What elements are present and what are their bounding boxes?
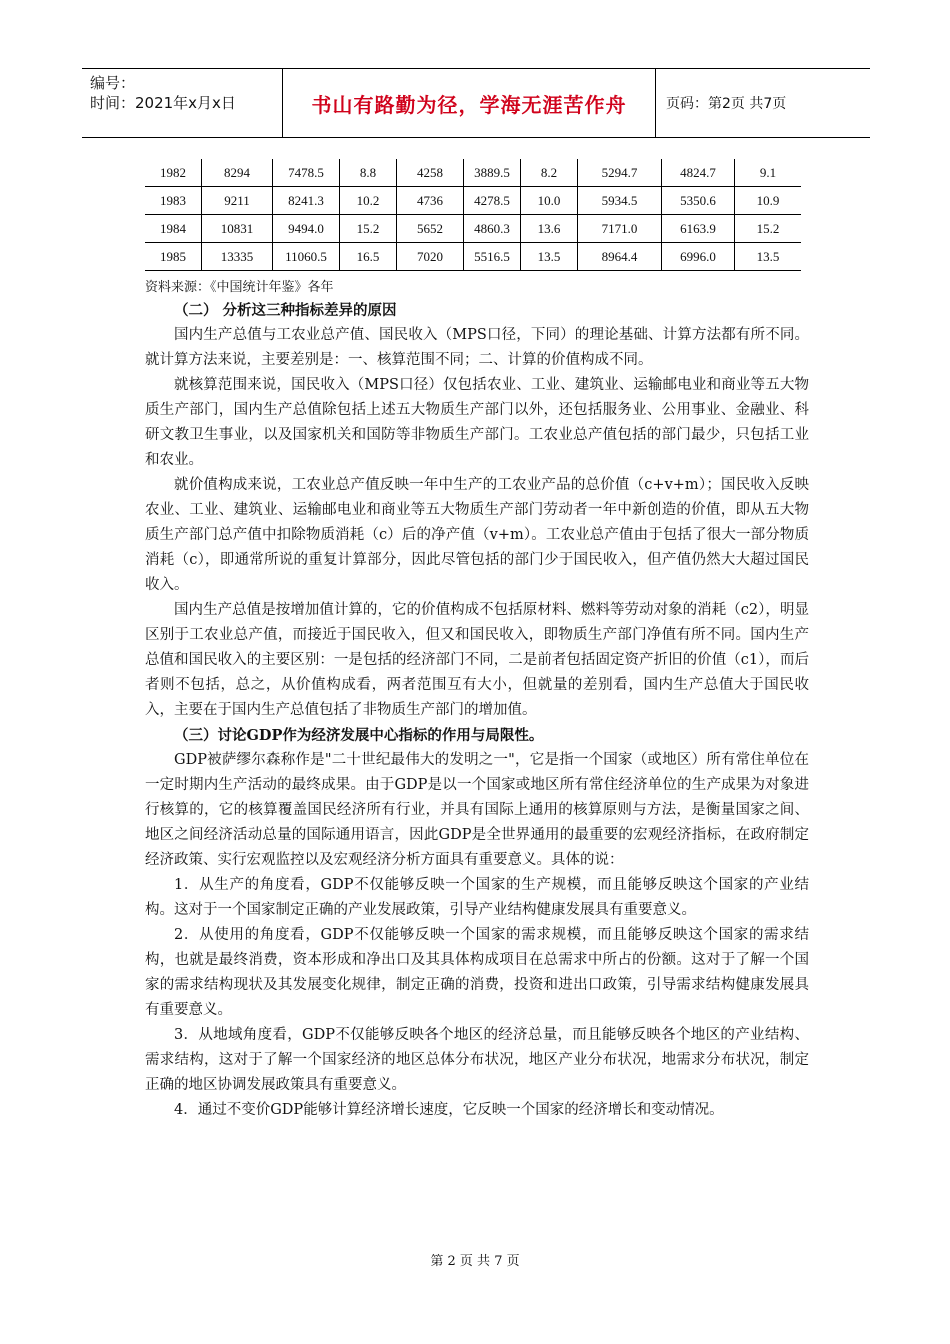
- table-cell: 5516.5: [464, 243, 521, 271]
- table-row: [145, 159, 801, 187]
- document-body: [145, 298, 809, 1123]
- source-note: 资料来源：《中国统计年鉴》各年: [145, 280, 334, 295]
- table-cell: 8294: [202, 159, 273, 187]
- table-cell: 11060.5: [273, 243, 340, 271]
- table-cell: 4824.7: [662, 159, 735, 187]
- table-cell: 6996.0: [662, 243, 735, 271]
- table-row: [145, 187, 801, 215]
- table-cell: 1984: [145, 215, 202, 243]
- table-cell: 10.9: [735, 187, 802, 215]
- table-cell: 10831: [202, 215, 273, 243]
- table-cell: 8.8: [340, 159, 397, 187]
- paragraph: 1．从生产的角度看，GDP不仅能够反映一个国家的生产规模，而且能够反映这个国家的产业结构。这对于一个国家制定正确的产业发展政策，引导产业结构健康发展具有重要意义。: [145, 877, 809, 918]
- table-cell: 9211: [202, 187, 273, 215]
- table-cell: 7478.5: [273, 159, 340, 187]
- document-time-label: 时间：2021年x月x日: [90, 94, 236, 112]
- table-row: [145, 243, 801, 271]
- table-cell: 7171.0: [578, 215, 662, 243]
- table-cell: 6163.9: [662, 215, 735, 243]
- table-cell: 15.2: [735, 215, 802, 243]
- paragraph: 3．从地域角度看，GDP不仅能够反映各个地区的经济总量，而且能够反映各个地区的产业结构、需求结构，这对于了解一个国家经济的地区总体分布状况，地区产业分布状况，地需求分布状况，制定正确的地区协调发展政策具有重要意义。: [145, 1027, 809, 1093]
- page-header: [82, 68, 870, 138]
- header-meta: [82, 69, 282, 137]
- paragraph: 2．从使用的角度看，GDP不仅能够反映一个国家的需求规模，而且能够反映这个国家的需求结构，也就是最终消费，资本形成和净出口及其具体构成项目在总需求中所占的份额。这对于了解一个国家的需求结构现状及其发展变化规律，制定正确的消费，投资和进出口政策，引导需求结构健康发展具有重要意义。: [145, 927, 809, 1018]
- table-cell: 8.2: [521, 159, 578, 187]
- header-page-info: 页码：第2页 共7页: [666, 96, 787, 112]
- table-row: [145, 215, 801, 243]
- table-cell: 9494.0: [273, 215, 340, 243]
- table-cell: 13.5: [735, 243, 802, 271]
- table-cell: 1983: [145, 187, 202, 215]
- table-cell: 10.2: [340, 187, 397, 215]
- section-heading: （二） 分析这三种指标差异的原因: [174, 302, 397, 319]
- table-cell: 5294.7: [578, 159, 662, 187]
- table-cell: 8241.3: [273, 187, 340, 215]
- table-cell: 7020: [397, 243, 464, 271]
- header-motto: 书山有路勤为径，学海无涯苦作舟: [282, 69, 656, 137]
- table-cell: 13335: [202, 243, 273, 271]
- page-footer: 第 2 页 共 7 页: [430, 1254, 520, 1269]
- table-cell: 3889.5: [464, 159, 521, 187]
- table-cell: 15.2: [340, 215, 397, 243]
- document-number-label: 编号：: [90, 74, 136, 92]
- table-cell: 1985: [145, 243, 202, 271]
- table-cell: 9.1: [735, 159, 802, 187]
- section-heading: （三）讨论GDP作为经济发展中心指标的作用与局限性。: [174, 727, 544, 744]
- table-cell: 5350.6: [662, 187, 735, 215]
- table-cell: 4736: [397, 187, 464, 215]
- paragraph: 国内生产总值是按增加值计算的，它的价值构成不包括原材料、燃料等劳动对象的消耗（c2），明显区别于工农业总产值，而接近于国民收入，但又和国民收入，即物质生产部门净值有所不同。国内生产总值和国民收入的主要区别：一是包括的经济部门不同，二是前者包括固定资产折旧的价值（c1），而后者则不包括，总之，从价值构成看，两者范围互有大小，但就量的差别看，国内生产总值大于国民收入，主要在于国内生产总值包括了非物质生产部门的增加值。: [145, 602, 809, 718]
- table-cell: 8964.4: [578, 243, 662, 271]
- statistics-table: [145, 159, 801, 271]
- table-cell: 10.0: [521, 187, 578, 215]
- paragraph: GDP被萨缪尔森称作是"二十世纪最伟大的发明之一"，它是指一个国家（或地区）所有常住单位在一定时期内生产活动的最终成果。由于GDP是以一个国家或地区所有常住经济单位的生产成果为对象进行核算的，它的核算覆盖国民经济所有行业，并具有国际上通用的核算原则与方法，是衡量国家之间、地区之间经济活动总量的国际通用语言，因此GDP是全世界通用的最重要的宏观经济指标，在政府制定经济政策、实行宏观监控以及宏观经济分析方面具有重要意义。具体的说：: [145, 752, 809, 868]
- paragraph: 就核算范围来说，国民收入（MPS口径）仅包括农业、工业、建筑业、运输邮电业和商业等五大物质生产部门，国内生产总值除包括上述五大物质生产部门以外，还包括服务业、公用事业、金融业、科研文教卫生事业，以及国家机关和国防等非物质生产部门。工农业总产值包括的部门最少，只包括工业和农业。: [145, 377, 809, 468]
- table-cell: 13.5: [521, 243, 578, 271]
- table-cell: 5934.5: [578, 187, 662, 215]
- paragraph: 国内生产总值与工农业总产值、国民收入（MPS口径，下同）的理论基础、计算方法都有所不同。就计算方法来说，主要差别是：一、核算范围不同；二、计算的价值构成不同。: [145, 327, 809, 368]
- table-cell: 4278.5: [464, 187, 521, 215]
- table-cell: 16.5: [340, 243, 397, 271]
- table-cell: 1982: [145, 159, 202, 187]
- table-cell: 4258: [397, 159, 464, 187]
- paragraph: 4．通过不变价GDP能够计算经济增长速度，它反映一个国家的经济增长和变动情况。: [174, 1102, 724, 1118]
- table-cell: 5652: [397, 215, 464, 243]
- paragraph: 就价值构成来说，工农业总产值反映一年中生产的工农业产品的总价值（c+v+m）；国民收入反映农业、工业、建筑业、运输邮电业和商业等五大物质生产部门劳动者一年中新创造的价值，即从五大物质生产部门总产值中扣除物质消耗（c）后的净产值（v+m）。工农业总产值由于包括了很大一部分物质消耗（c），即通常所说的重复计算部分，因此尽管包括的部门少于国民收入，但产值仍然大大超过国民收入。: [145, 477, 809, 593]
- table-cell: 13.6: [521, 215, 578, 243]
- table-cell: 4860.3: [464, 215, 521, 243]
